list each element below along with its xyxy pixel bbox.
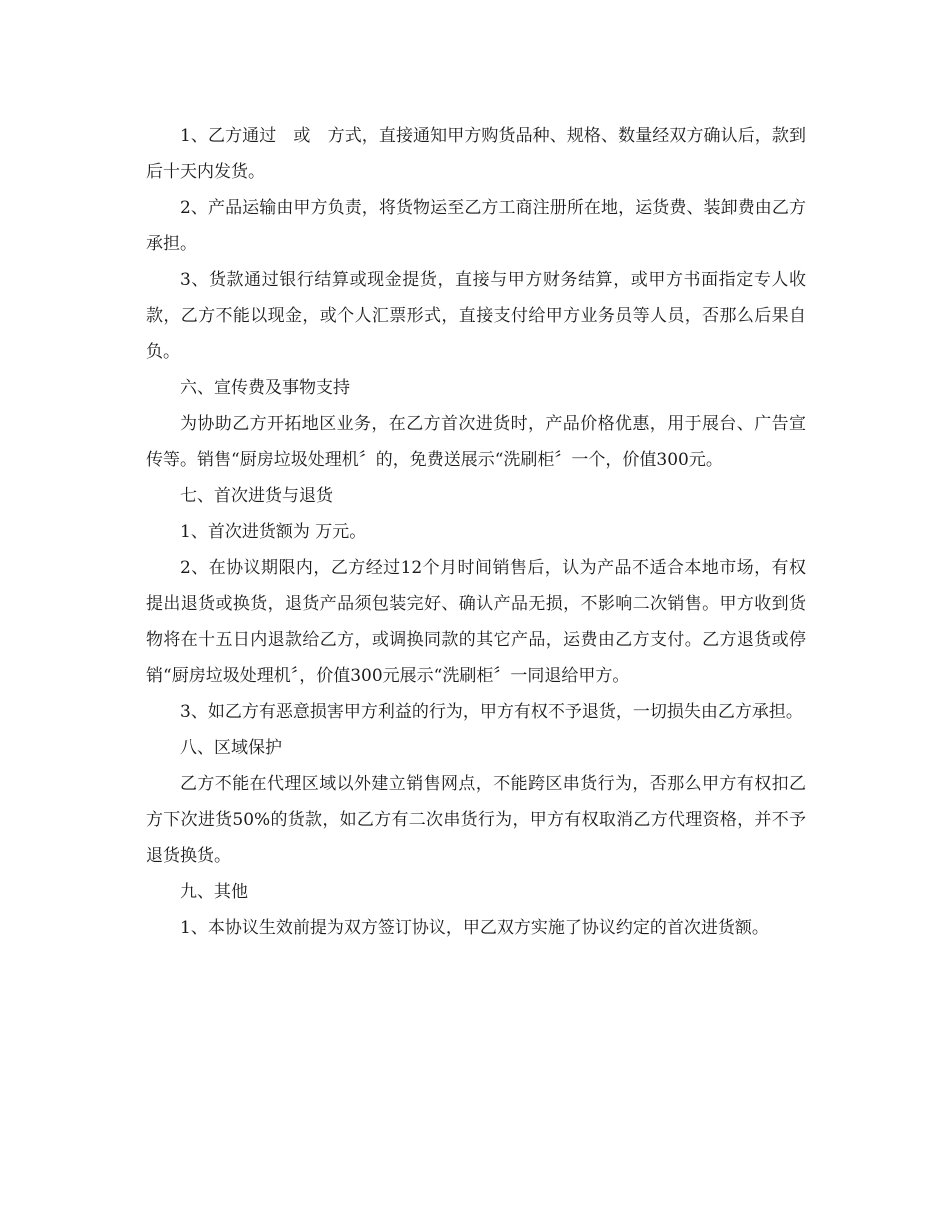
section-heading-other: 九、其他 bbox=[180, 882, 248, 902]
clause-transport: 2、产品运输由甲方负责，将货物运至乙方工商注册所在地，运货费、装卸费由乙方承担。 bbox=[146, 198, 806, 254]
clause-effective-condition: 1、本协议生效前提为双方签订协议，甲乙双方实施了协议约定的首次进货额。 bbox=[180, 918, 769, 938]
section-heading-region: 八、区域保护 bbox=[180, 738, 282, 758]
clause-region-protection: 乙方不能在代理区域以外建立销售网点，不能跨区串货行为，否那么甲方有权扣乙方下次进货50%的货款，如乙方有二次串货行为，甲方有权取消乙方代理资格，并不予退货换货。 bbox=[146, 774, 806, 866]
section-heading-first-order: 七、首次进货与退货 bbox=[180, 486, 333, 506]
clause-order-method: 1、乙方通过 或 方式，直接通知甲方购货品种、规格、数量经双方确认后，款到后十天内发货。 bbox=[146, 126, 806, 182]
section-heading-promotion: 六、宣传费及事物支持 bbox=[180, 378, 350, 398]
document-page bbox=[146, 118, 806, 946]
clause-first-order-amount: 1、首次进货额为 万元。 bbox=[180, 522, 367, 542]
clause-promotion-support: 为协助乙方开拓地区业务，在乙方首次进货时，产品价格优惠，用于展台、广告宣传等。销售“厨房垃圾处理机〞的，免费送展示“洗刷柜〞一个，价值300元。 bbox=[146, 414, 806, 470]
clause-payment: 3、货款通过银行结算或现金提货，直接与甲方财务结算，或甲方书面指定专人收款，乙方不能以现金，或个人汇票形式，直接支付给甲方业务员等人员，否那么后果自负。 bbox=[146, 270, 806, 362]
clause-return-exchange: 2、在协议期限内，乙方经过12个月时间销售后，认为产品不适合本地市场，有权提出退货或换货，退货产品须包装完好、确认产品无损，不影响二次销售。甲方收到货物将在十五日内退款给乙方，或调换同款的其它产品，运费由乙方支付。乙方退货或停销“厨房垃圾处理机〞，价值300元展示“洗刷柜〞一同退给甲方。 bbox=[146, 558, 806, 686]
clause-malicious-damage: 3、如乙方有恶意损害甲方利益的行为，甲方有权不予退货，一切损失由乙方承担。 bbox=[180, 702, 803, 722]
